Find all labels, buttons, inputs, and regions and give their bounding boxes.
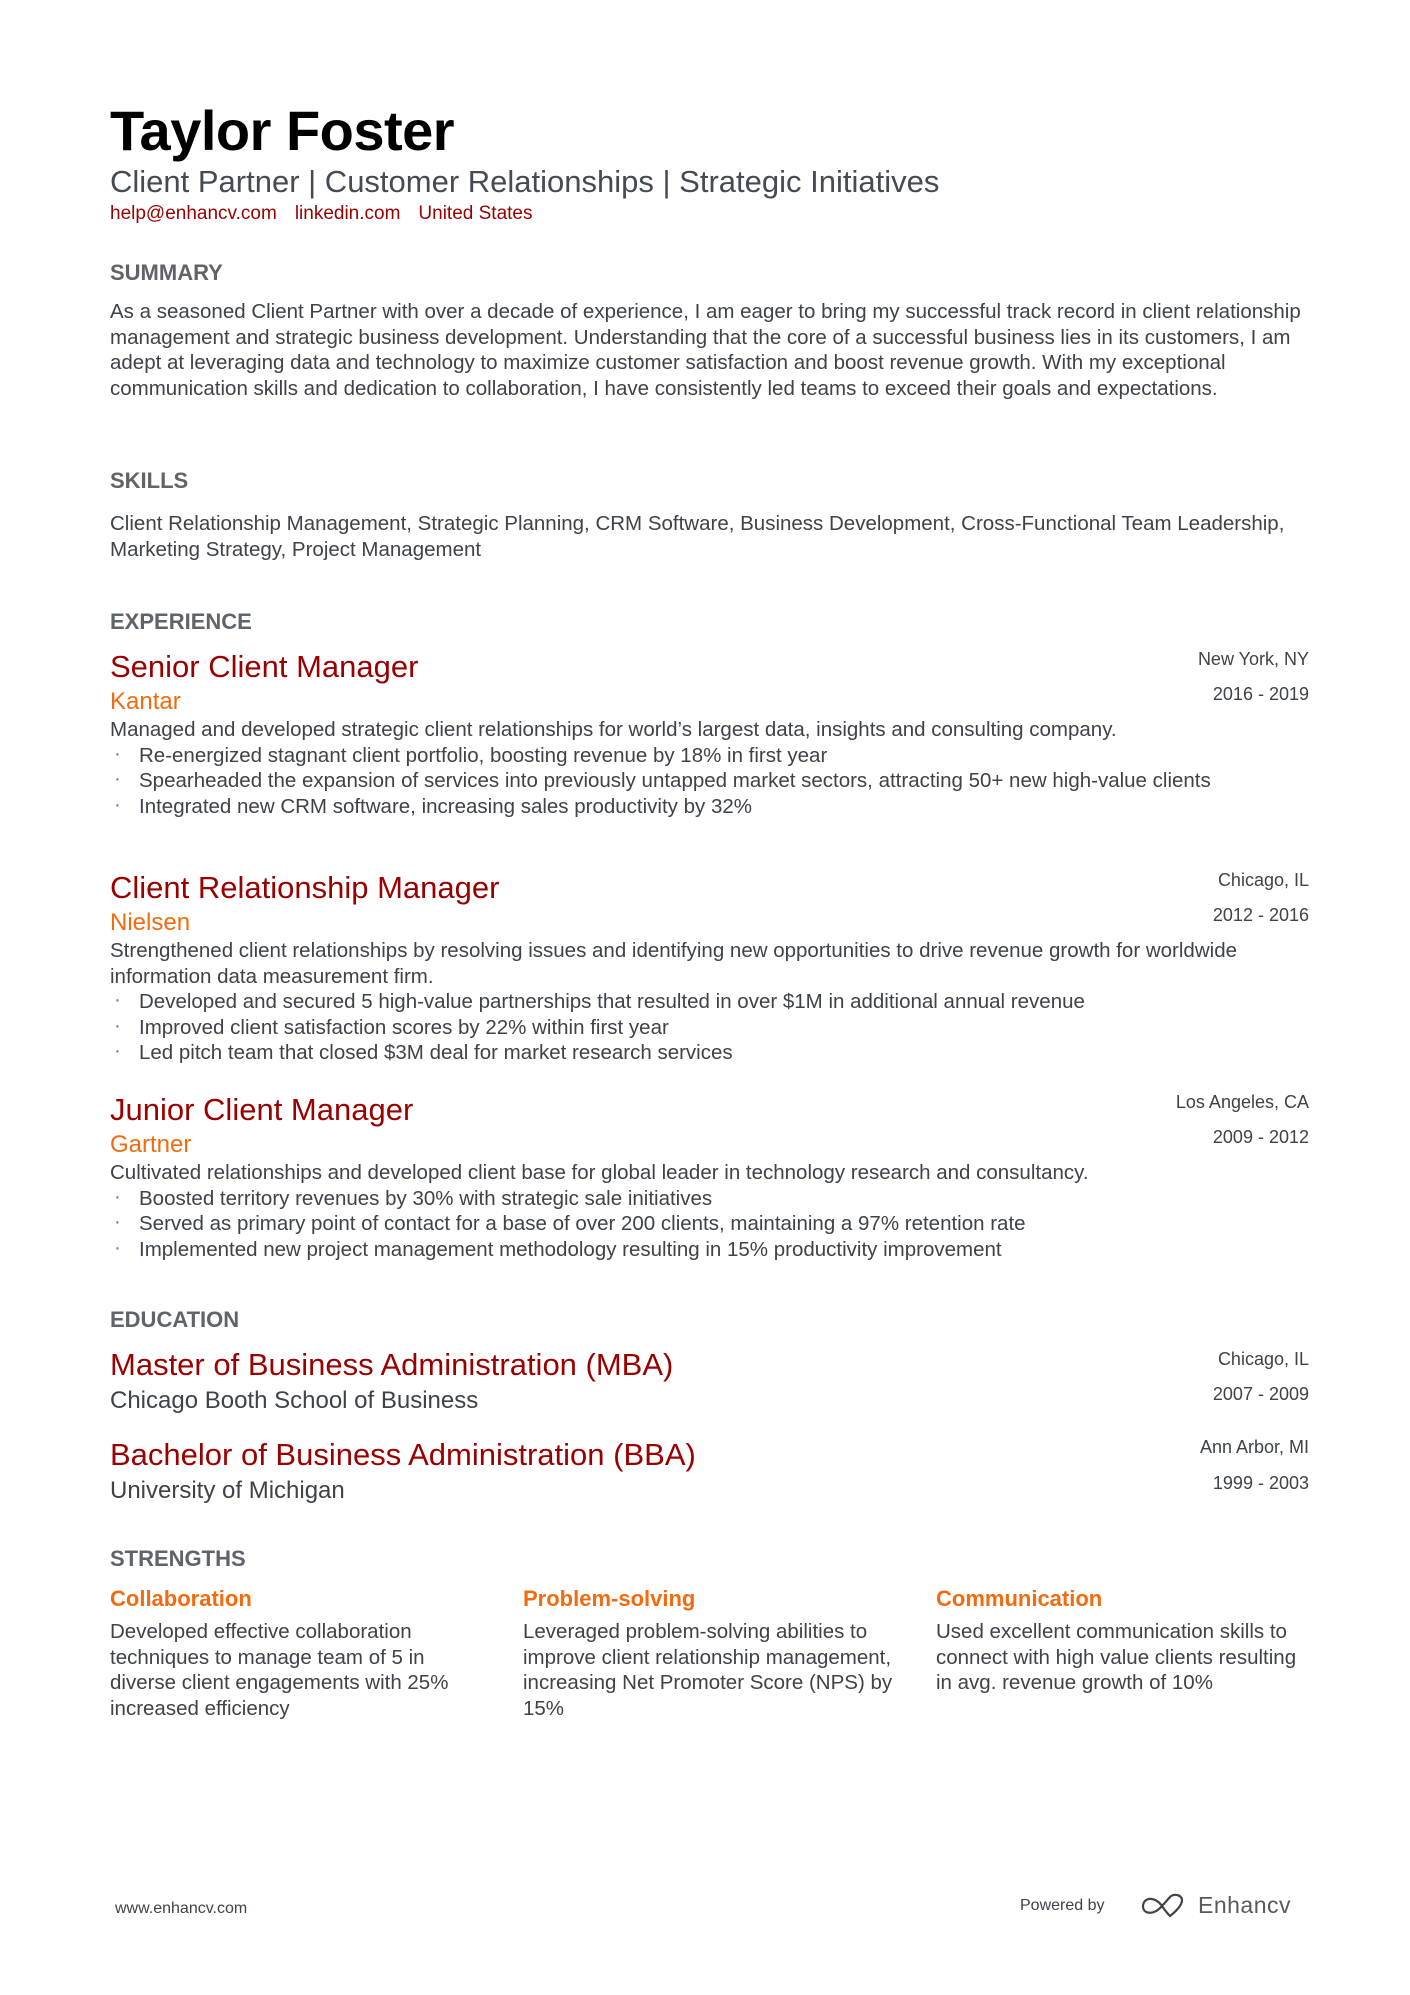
email-link[interactable]: help@enhancv.com — [110, 203, 277, 224]
summary-heading: SUMMARY — [110, 260, 223, 285]
degree: Bachelor of Business Administration (BBA) — [110, 1437, 696, 1472]
experience-heading: EXPERIENCE — [110, 609, 252, 634]
education-dates: 2007 - 2009 — [1212, 1384, 1309, 1404]
education-location: Ann Arbor, MI — [1199, 1437, 1309, 1457]
job-entry — [110, 1090, 1309, 1262]
bullet-item: · Served as primary point of contact for a base of over 200 clients, maintaining a 97% retention rate — [110, 1211, 1309, 1237]
strength-title: Collaboration — [110, 1586, 252, 1611]
job-bullets — [110, 1186, 1309, 1263]
bullet-item: · Led pitch team that closed $3M deal for market research services — [110, 1040, 1309, 1066]
strength-item — [110, 1586, 485, 1721]
job-location: New York, NY — [1197, 649, 1309, 669]
job-bullets — [110, 989, 1309, 1066]
company-name: Kantar — [110, 688, 181, 715]
candidate-name: Taylor Foster — [110, 99, 455, 162]
bullet-item: · Improved client satisfaction scores by 22% within first year — [110, 1015, 1309, 1041]
company-name: Gartner — [110, 1131, 192, 1158]
location: United States — [418, 203, 533, 224]
enhancv-brand: Enhancv — [1198, 1892, 1292, 1918]
enhancv-logo-icon — [1140, 1893, 1186, 1919]
skills-text: Client Relationship Management, Strategic Planning, CRM Software, Business Development, Cross-Functional Team Leadership, Marketing Strategy, Project Management — [110, 512, 1285, 561]
job-description: Cultivated relationships and developed client base for global leader in technology research and consultancy. — [110, 1161, 1089, 1184]
job-description: Strengthened client relationships by resolving issues and identifying new opportunities to drive revenue growth for worldwide information data measurement firm. — [110, 939, 1237, 988]
job-entry — [110, 868, 1309, 1066]
job-bullets — [110, 743, 1309, 820]
linkedin-link[interactable]: linkedin.com — [294, 203, 401, 224]
strength-text: Used excellent communication skills to connect with high value clients resulting in avg. revenue growth of 10% — [936, 1620, 1297, 1695]
strength-title: Problem-solving — [523, 1586, 696, 1611]
job-dates: 2009 - 2012 — [1212, 1127, 1309, 1147]
strength-text: Leveraged problem-solving abilities to improve client relationship management, increasing Net Promoter Score (NPS) by 15% — [523, 1620, 893, 1720]
bullet-item: · Integrated new CRM software, increasing sales productivity by 32% — [110, 794, 1309, 820]
job-title: Senior Client Manager — [110, 649, 419, 684]
strengths-heading: STRENGTHS — [110, 1546, 246, 1571]
school: University of Michigan — [110, 1477, 345, 1504]
strength-title: Communication — [936, 1586, 1103, 1611]
bullet-item: · Spearheaded the expansion of services into previously untapped market sectors, attracting 50+ new high-value clients — [110, 768, 1309, 794]
job-title: Client Relationship Manager — [110, 870, 500, 905]
bullet-item: · Re-energized stagnant client portfolio, boosting revenue by 18% in first year — [110, 743, 1309, 769]
powered-by-label: Powered by — [1020, 1897, 1105, 1914]
company-name: Nielsen — [110, 909, 191, 936]
bullet-item: · Boosted territory revenues by 30% with strategic sale initiatives — [110, 1186, 1309, 1212]
summary-text: As a seasoned Client Partner with over a decade of experience, I am eager to bring my successful track record in client relationship management and strategic business development. Understanding that the core of a successful business lies in its customers, I am adept at leveraging data and technology to maximize customer satisfaction and boost revenue growth. With my exceptional communication skills and dedication to collaboration, I have consistently led teams to exceed their goals and expectations. — [110, 300, 1301, 400]
candidate-title: Client Partner | Customer Relationships | Strategic Initiatives — [110, 164, 940, 199]
job-location: Los Angeles, CA — [1175, 1092, 1309, 1112]
strength-item — [936, 1586, 1311, 1696]
education-dates: 1999 - 2003 — [1212, 1473, 1309, 1493]
job-location: Chicago, IL — [1217, 870, 1309, 890]
degree: Master of Business Administration (MBA) — [110, 1347, 674, 1382]
bullet-item: · Implemented new project management methodology resulting in 15% productivity improvement — [110, 1237, 1309, 1263]
education-heading: EDUCATION — [110, 1307, 240, 1332]
enhancv-logo[interactable] — [1140, 1892, 1291, 1919]
education-entry — [110, 1345, 1309, 1417]
education-location: Chicago, IL — [1217, 1349, 1309, 1369]
strength-text: Developed effective collaboration techniques to manage team of 5 in diverse client engagements with 25% increased efficiency — [110, 1620, 449, 1720]
school: Chicago Booth School of Business — [110, 1387, 479, 1414]
job-description: Managed and developed strategic client relationships for world’s largest data, insights and consulting company. — [110, 718, 1117, 741]
education-entry — [110, 1435, 1309, 1507]
strength-item — [523, 1586, 898, 1721]
footer-website[interactable]: www.enhancv.com — [115, 1900, 248, 1917]
contact-info — [110, 202, 1309, 226]
job-title: Junior Client Manager — [110, 1092, 414, 1127]
skills-heading: SKILLS — [110, 468, 189, 493]
job-entry — [110, 647, 1309, 819]
bullet-item: · Developed and secured 5 high-value partnerships that resulted in over $1M in additional annual revenue — [110, 989, 1309, 1015]
job-dates: 2016 - 2019 — [1212, 684, 1309, 704]
job-dates: 2012 - 2016 — [1212, 905, 1309, 925]
